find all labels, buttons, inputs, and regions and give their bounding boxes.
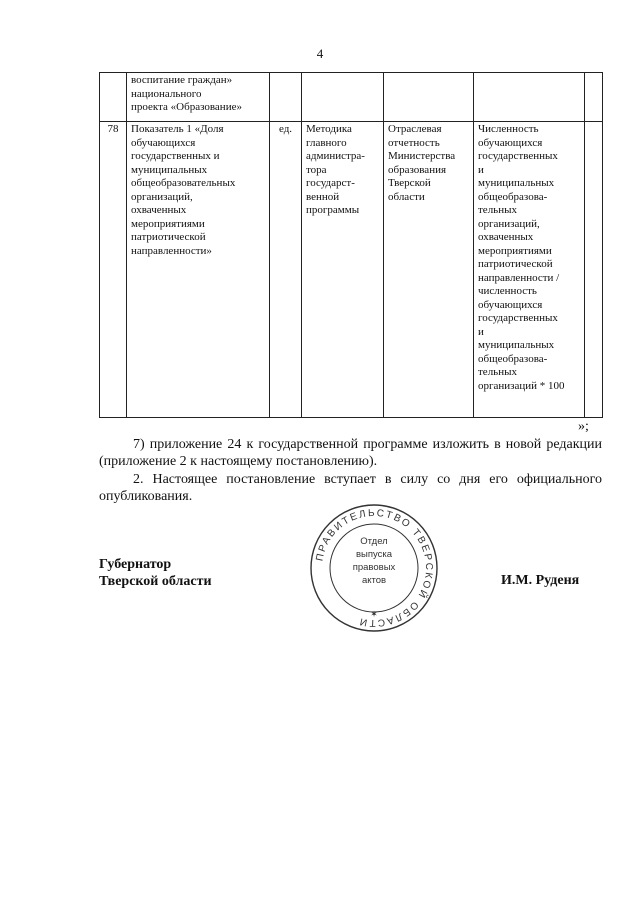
- unit-cell: ед.: [270, 122, 302, 418]
- stamp-center-text: Отдел выпуска правовых актов: [352, 536, 396, 586]
- official-stamp: [309, 503, 439, 633]
- closing-quote: »;: [578, 419, 589, 434]
- indicators-table: [99, 72, 603, 418]
- stamp-star-icon: ✶: [370, 609, 378, 619]
- unit-cell: [270, 73, 302, 122]
- indicator-cell: Показатель 1 «Доля обучающихся государственных и муниципальных общеобразовательных организаций, охваченных мероприятиями патриотической направленности»: [127, 122, 270, 418]
- formula-cell: Численность обучающихся государственных и муниципальных общеобразова- тельных организаций, охваченных мероприятиями патриотической направленности / численность обучающихся государственных и муниципальных общеобразова- тельных организаций * 100: [474, 122, 585, 418]
- table-row: [100, 73, 603, 122]
- source-cell: Отраслевая отчетность Министерства образования Тверской области: [384, 122, 474, 418]
- method-cell: [302, 73, 384, 122]
- stamp-ring-text: ПРАВИТЕЛЬСТВО ТВЕРСКОЙ ОБЛАСТИ: [314, 507, 435, 629]
- row-number-cell: 78: [100, 122, 127, 418]
- signatory-title: Губернатор Тверской области: [99, 557, 212, 589]
- formula-cell: [474, 73, 585, 122]
- indicator-cell: воспитание граждан» национального проекта «Образование»: [127, 73, 270, 122]
- signatory-name: И.М. Руденя: [501, 573, 580, 588]
- row-number-cell: [100, 73, 127, 122]
- empty-cell: [585, 73, 603, 122]
- page-number: 4: [316, 46, 324, 61]
- method-cell: Методика главного администра- тора государст- венной программы: [302, 122, 384, 418]
- source-cell: [384, 73, 474, 122]
- paragraph-item-2: 2. Настоящее постановление вступает в силу со дня его официального опубликования.: [99, 472, 602, 504]
- table-row: [100, 122, 603, 418]
- empty-cell: [585, 122, 603, 418]
- paragraph-item-7: 7) приложение 24 к государственной программе изложить в новой редакции (приложение 2 к настоящему постановлению).: [99, 437, 602, 469]
